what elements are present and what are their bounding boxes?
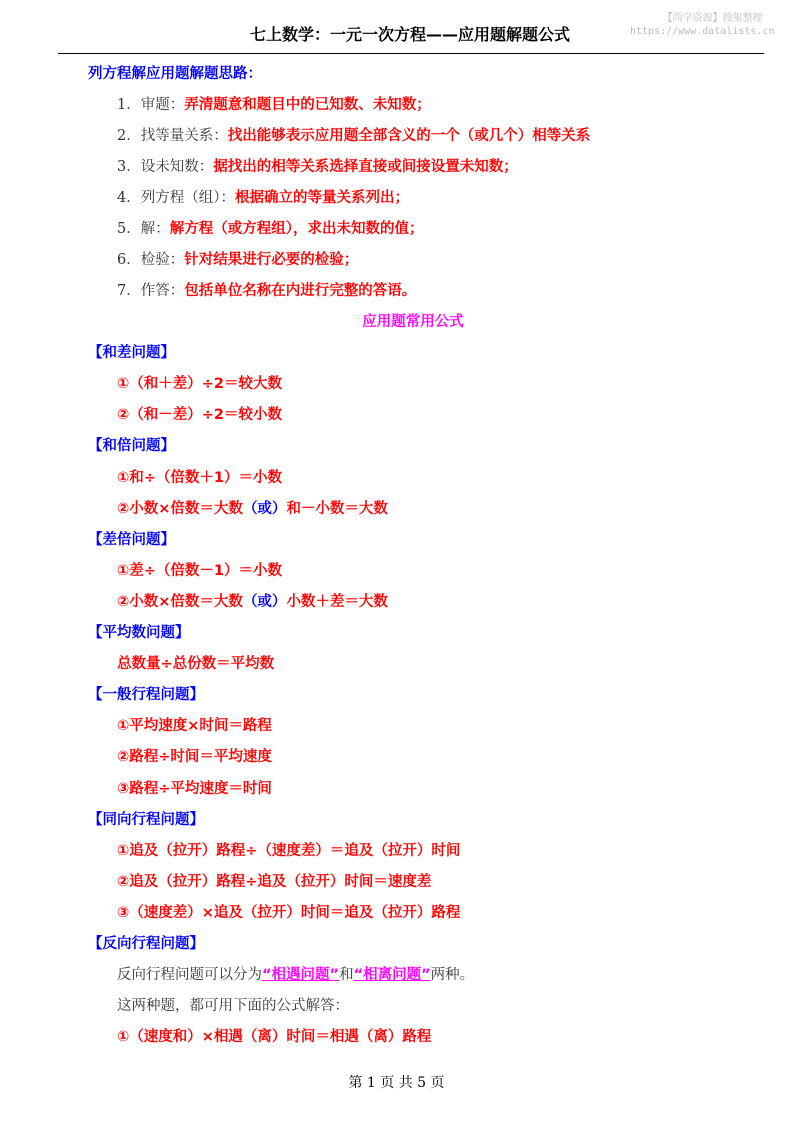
- text-segment: 【反向行程问题】: [88, 936, 204, 952]
- list-item: [117, 747, 272, 767]
- watermark-source: 【尚学资源】搜集整理: [662, 13, 763, 24]
- text-segment: ①（和＋差）÷2＝较大数: [117, 376, 283, 393]
- text-segment: ②路程÷时间＝平均速度: [117, 749, 272, 766]
- text-segment: ②小数×倍数＝大数: [117, 593, 243, 610]
- list-item: [117, 716, 272, 736]
- text-segment: 总数量÷总份数＝平均数: [117, 656, 275, 673]
- list-item: [117, 250, 358, 270]
- text-segment: ①差÷（倍数－1）＝小数: [117, 562, 283, 579]
- list-item: [117, 872, 431, 892]
- watermark: [630, 12, 775, 38]
- text-segment: ③（速度差）×追及（拉开）时间＝追及（拉开）路程: [117, 904, 461, 921]
- text-segment: 弄清题意和题目中的已知数、未知数；: [184, 97, 431, 113]
- text-segment: 包括单位名称在内进行完整的答语。: [184, 283, 417, 299]
- section-heading: [88, 436, 175, 456]
- section-heading: [88, 934, 204, 954]
- text-segment: 2．找等量关系：: [117, 128, 228, 144]
- text-segment: 【和差问题】: [88, 345, 175, 362]
- text-segment: 小数＋差＝大数: [286, 593, 388, 610]
- list-item: [117, 1027, 431, 1047]
- text-segment: 【平均数问题】: [88, 625, 190, 641]
- list-item: [117, 561, 282, 581]
- text-segment: （或）: [242, 500, 287, 517]
- text-segment: ②追及（拉开）路程÷追及（拉开）时间＝速度差: [117, 873, 432, 890]
- text-segment: 据找出的相等关系选择直接或间接设置未知数；: [213, 159, 518, 175]
- list-item: [117, 841, 460, 861]
- text-segment: ③路程÷平均速度＝时间: [117, 780, 272, 797]
- text-segment: 和: [339, 967, 354, 984]
- list-item: [117, 281, 416, 301]
- text-segment: ①（速度和）×相遇（离）时间＝相遇（离）路程: [117, 1029, 432, 1046]
- text-segment: 根据确立的等量关系列出；: [234, 190, 409, 206]
- text-segment: ②（和－差）÷2＝较小数: [117, 407, 283, 424]
- list-item: [117, 374, 282, 394]
- list-item: [117, 903, 460, 923]
- text-segment: 【同向行程问题】: [88, 811, 204, 828]
- list-item: [117, 126, 590, 146]
- text-segment: 7．作答：: [117, 283, 185, 299]
- text-segment: 反向行程问题可以分为: [117, 967, 262, 984]
- text-segment: 【和倍问题】: [88, 438, 175, 455]
- list-item: [117, 219, 423, 239]
- text-segment: 6．检验：: [117, 252, 185, 268]
- section-title: [0, 312, 793, 332]
- section-heading: [88, 530, 175, 550]
- text-segment: 针对结果进行必要的检验；: [184, 252, 359, 268]
- list-item: [117, 779, 272, 799]
- text-segment: 这两种题，都可用下面的公式解答：: [117, 998, 349, 1015]
- text-segment: 找出能够表示应用题全部含义的一个（或几个）相等关系: [227, 128, 591, 144]
- section-heading: [88, 64, 262, 84]
- text-segment: “相离问题”: [353, 967, 431, 984]
- text-segment: （或）: [242, 593, 287, 610]
- page-footer: 第 1 页 共 5 页: [348, 1075, 445, 1091]
- list-item: [117, 592, 388, 612]
- text-segment: ①平均速度×时间＝路程: [117, 718, 272, 735]
- section-heading: [88, 623, 190, 643]
- text-segment: 3．设未知数：: [117, 159, 214, 175]
- text-segment: 【差倍问题】: [88, 531, 175, 548]
- text-segment: 【一般行程问题】: [88, 687, 204, 704]
- section-heading: [88, 343, 175, 363]
- section-heading: [88, 685, 204, 705]
- text-segment: 两种。: [430, 967, 475, 984]
- list-item: [117, 996, 349, 1016]
- header-rule: [58, 53, 764, 54]
- watermark-url: https://www.datalists.cn: [630, 26, 775, 37]
- text-segment: 5．解：: [117, 221, 170, 237]
- list-item: [117, 499, 388, 519]
- text-segment: ①和÷（倍数＋1）＝小数: [117, 469, 283, 486]
- text-segment: 1．审题：: [117, 97, 185, 113]
- text-segment: ①追及（拉开）路程÷（速度差）＝追及（拉开）时间: [117, 842, 461, 859]
- text-segment: 解方程（或方程组），求出未知数的值；: [169, 221, 424, 237]
- text-segment: ②小数×倍数＝大数: [117, 500, 243, 517]
- page-title: 七上数学：一元一次方程——应用题解题公式: [250, 25, 571, 44]
- text-segment: 和－小数＝大数: [286, 500, 388, 517]
- text-segment: 4．列方程（组）：: [117, 190, 235, 206]
- section-heading: [88, 810, 204, 830]
- list-item: [117, 157, 518, 177]
- text-segment: “相遇问题”: [262, 967, 340, 984]
- text-segment: 列方程解应用题解题思路：: [88, 66, 262, 82]
- list-item: [117, 188, 409, 208]
- list-item: [117, 965, 474, 985]
- list-item: [117, 95, 431, 115]
- list-item: [117, 405, 282, 425]
- list-item: [117, 468, 282, 488]
- list-item: [117, 654, 274, 674]
- text-segment: 应用题常用公式: [362, 314, 464, 330]
